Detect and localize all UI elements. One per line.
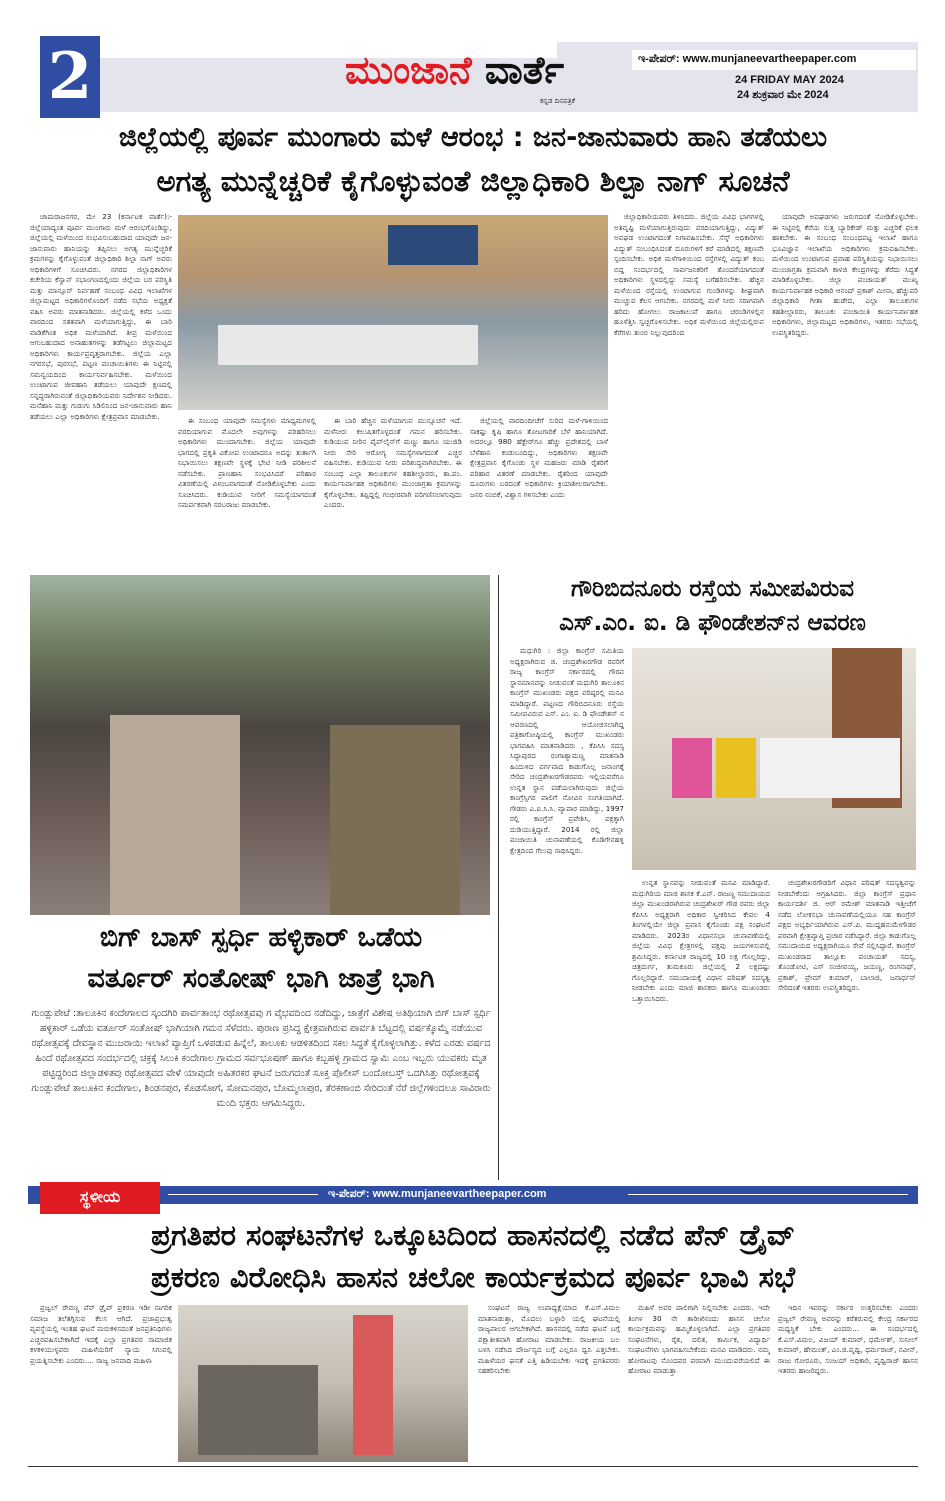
column-divider — [498, 575, 499, 1180]
story3-column-3 — [778, 878, 916, 1176]
pink-shirt-figure — [672, 738, 712, 798]
story3-column-2 — [632, 878, 770, 1176]
story4-column-4 — [778, 1303, 918, 1461]
story4-column-3 — [628, 1303, 770, 1461]
paragraph: ಚಂದ್ರಶೇಖರಗೌಡರಿಗೆ ವಿಧಾನ ಪರಿಷತ್ ಸದಸ್ಯತ್ವವನ್ನು ನೀಡಬೇಕೆಂದು ಆಗ್ರಹಿಸಿದರು. ಜಿಲ್ಲಾ ಕಾಂಗ್ರೆಸ್ ಪ್ರಧಾನ ಕಾರ್ಯದರ್ಶಿ ಜಿ. ಆರ್ ರಮೇಶ್ ಮಾತನಾಡಿ ಇತ್ತೀಚೆಗೆ ನಡೆದ ಲೋಕಸಭಾ ಚುನಾವಣೆಯಲ್ಲಿಯೂ ಸಹ ಕಾಂಗ್ರೆಸ್ ಪಕ್ಷದ ಅಭ್ಯರ್ಥಿಯಾಗಿರುವ ಎಸ್.ಪಿ. ಮುದ್ದಹನುಮೇಗೌಡರ ಪರವಾಗಿ ಕ್ಷೇತ್ರವ್ಯಾಪ್ತಿ ಪ್ರಚಾರ ನಡೆಸಿದ್ದಾರೆ. ಜಿಲ್ಲಾ ಕಾಡುಗೊಲ್ಲ ಸಮುದಾಯದ ಅಧ್ಯಕ್ಷರಾಗಿಯೂ ಸೇವೆ ಸಲ್ಲಿಸಿದ್ದಾರೆ. ಕಾಂಗ್ರೆಸ್ ಮುಖಂಡರಾದ ತಾಲ್ಲೂಕು ಪಂಚಾಯತ್ ಸದಸ್ಯ, ತೊಂಡೋಟಿ, ಎಸ್ ಸಂಜೀವಯ್ಯ, ಜಯಣ್ಣ, ರಂಗನಾಥ್, ಪ್ರಕಾಶ್, ಪ್ರೇಮ್ ಕುಮಾರ್, ಬಾಲಾಜಿ, ಜನಾರ್ಧನ್ ಸೇರಿದಂತೆ ಇತರರು ಉಪಸ್ಥಿತರಿದ್ದರು. — [778, 878, 916, 992]
story3-headline-2: ಎಸ್.ಎಂ. ಐ. ಡಿ ಫೌಂಡೇಶನ್‌ನ ಆವರಣ — [559, 610, 866, 636]
story1-photo-meeting — [178, 215, 608, 410]
seated-figures — [198, 1365, 318, 1455]
story2-headline-2: ವರ್ತೂರ್ ಸಂತೋಷ್ ಭಾಗಿ ಜಾತ್ರೆ ಭಾಗಿ — [87, 963, 435, 994]
bar-line — [168, 1194, 318, 1195]
meeting-table — [218, 325, 478, 365]
story2-headline-1: ಬಿಗ್ ಬಾಸ್ ಸ್ಪರ್ಧಿ ಹಳ್ಳಿಕಾರ್ ಒಡೆಯ — [99, 922, 423, 953]
newspaper-logo — [345, 48, 564, 93]
paragraph: ಚಾಮರಾಜನಗರ, ಮೇ 23 (ಕರ್ನಾಟಕ ವಾರ್ತೆ):- ಜಿಲ್ಲೆಯಾದ್ಯಂತ ಪೂರ್ವ ಮುಂಗಾರು ಮಳೆ ಆರಂಭಗೊಂಡಿದ್ದು, ಜಿಲ್ಲೆಯಲ್ಲಿ ಮಳೆಯಿಂದ ಸಂಭವಿಸುಬಹುದಾದ ಯಾವುದೇ ಜನ-ಜಾನುವಾರು ಹಾನಿಯನ್ನು ತಪ್ಪಿಸಲು ಅಗತ್ಯ ಮುನ್ನೆಚ್ಚರಿಕೆ ಕ್ರಮಗಳನ್ನು ಕೈಗೊಳ್ಳುವಂತೆ ಜಿಲ್ಲಾಧಿಕಾರಿ ಶಿಲ್ಪಾ ನಾಗ್ ಅವರು ಅಧಿಕಾರಿಗಳಿಗೆ ಸೂಚಿಸಿದರು. ನಗರದ ಜಿಲ್ಲಾಧಿಕಾರಿಗಳ ಕಚೇರಿಯ ಕೆಸ್ವಾನ್ ಸಭಾಂಗಣದಲ್ಲಿಂದು ಜಿಲ್ಲೆಯ ಬರ ಪರಿಸ್ಥಿತಿ ಮತ್ತು ಮಾನ್ಸೂನ್ ನಿರ್ವಹಣೆ ಸಂಬಂಧ ವಿವಿಧ ಇಲಾಖೆಗಳ ಜಿಲ್ಲಾಮಟ್ಟದ ಅಧಿಕಾರಿಗಳೊಂದಿಗೆ ನಡೆದ ಸಭೆಯ ಅಧ್ಯಕ್ಷತೆ ವಹಿಸಿ ಅವರು ಮಾತನಾಡಿದರು. ಜಿಲ್ಲೆಯಲ್ಲಿ ಕಳೆದ ಒಂದು ವಾರದಿಂದ ಸತತವಾಗಿ ಮಳೆಯಾಗುತ್ತಿದ್ದು, ಈ ಬಾರಿ ವಾಡಿಕೆಗಿಂತ ಅಧಿಕ ಮಳೆಯಾಗಿದೆ. ತೀವ್ರ ಮಳೆಯಿಂದ ಆಗುಬಹುದಾದ ಅನಾಹುತಗಳನ್ನು ತಡೆಗಟ್ಟಲು ಜಿಲ್ಲಾಮಟ್ಟದ ಅಧಿಕಾರಿಗಳು ಕಾರ್ಯಪ್ರವೃತ್ತರಾಗಬೇಕು. ಜಿಲ್ಲೆಯ ಎಲ್ಲಾ ನಗರಸಭೆ, ಪುರಸಭೆ, ಪಟ್ಟಣ ಪಂಚಾಯಿತಿಗಳು ಈ ನಿಟ್ಟಿನಲ್ಲಿ ಸಮನ್ವಯದಿಂದ ಕಾರ್ಯನಿರ್ವಹಿಸಬೇಕು. ಮಳೆಯಿಂದ ಉಂಟಾಗುವ ಜೀವಹಾನಿ ತಡೆಯಲು ಯಾವುದೇ ಕ್ಷಣದಲ್ಲಿ ಸನ್ನದ್ಧರಾಗಿರುವಂತೆ ಜಿಲ್ಲಾಧಿಕಾರಿಯವರು ನಿರ್ದೇಶನ ನೀಡಿದರು. ಮನೆಹಾನಿ ಮತ್ತು ಗುಡುಗು ಸಿಡಿಲಿನಿಂದ ಜನ-ಜಾನುವಾರು ಹಾನಿ ತಡೆಯಲು ಎಲ್ಲಾ ಅಧಿಕಾರಿಗಳು ಕ್ಷೇತ್ರಪ್ರವಾಸ ಮಾಡಬೇಕು. — [30, 212, 172, 421]
story1-column-3 — [324, 416, 462, 556]
police-officer-figure — [330, 725, 460, 915]
paragraph: ಜಿಲ್ಲೆಯಲ್ಲಿ ವಾರದಿಂದೀಚೆಗೆ ಸುರಿದ ಮಳೆ-ಗಾಳಿಯಿಂದ ಸಾಕಷ್ಟು ಕೃಷಿ ಹಾಗೂ ತೋಟಗಾರಿಕೆ ಬೆಳೆ ಹಾನಿಯಾಗಿದೆ. ಅದರಲ್ಲೂ 980 ಹೆಕ್ಟೇರ್‌ಗೂ ಹೆಚ್ಚು ಪ್ರದೇಶದಲ್ಲಿ ಬಾಳೆ ಬೆಳೆಹಾನಿ ಕಂಡುಬಂದಿದ್ದು, ಅಧಿಕಾರಿಗಳು ತಕ್ಷಣವೇ ಕ್ಷೇತ್ರಪ್ರವಾಸ ಕೈಗೊಂಡು ಸ್ಥಳ ಮಹಜರು ಮಾಡಿ ರೈತರಿಗೆ ಪರಿಹಾರ ವಿತರಣೆ ಮಾಡಬೇಕು. ರೈತರಿಂದ ಯಾವುದೇ ದೂರುಗಳು ಬರದಂತೆ ಅಧಿಕಾರಿಗಳು ಕ್ರಿಯಾಶೀಲರಾಗಬೇಕು. ಜನರ ನಂಬಿಕೆ, ವಿಶ್ವಾಸ ಗಳಿಸಬೇಕು ಎಂದು — [470, 416, 608, 499]
paragraph: ಸಂಘಟನೆ ರಾಜ್ಯ ಉಪಾಧ್ಯಕ್ಷೆಯಾದ ಕೆ.ಎಸ್.ವಿಮಲ ಮಾತನಾಡುತ್ತಾ, ಮೊದಲು ಬಳ್ಳಾರಿ ಯಲ್ಲಿ ಘಟನೆಯಲ್ಲಿ ರಾಜ್ಯಪಾಲರ ಆಗಬೇಕಾಗಿದೆ. ಹಾಸನದಲ್ಲಿ ನಡೆದ ಘಟನೆ ಬಗ್ಗೆ ಪಕ್ಷಾತೀತವಾಗಿ ಹೋರಾಟ ಮಾಡಬೇಕು. ರಾಜಕೀಯ ಬಲ ಬಳಸಿ ನಡೆಸಿದ ದೌರ್ಜನ್ಯದ ಬಗ್ಗೆ ಎಲ್ಲರೂ ಧ್ವನಿ ಎತ್ತಬೇಕು. ಮಹಿಳೆಯರ ಘನತೆ ಎತ್ತಿ ಹಿಡಿಯಬೇಕು ಇದಕ್ಕೆ ಪ್ರಗತಿಪರರು ಸಹಕರಿಸಬೇಕು — [478, 1303, 620, 1375]
white-shirt-figures — [760, 738, 900, 798]
section-tab-local: ಸ್ಥಳೀಯ — [40, 1182, 160, 1214]
paragraph: ಈ ಸಂಬಂಧ ಯಾವುದೇ ಸಮಸ್ಯೆಗಳು ಮಾಧ್ಯಮಗಳಲ್ಲಿ ವರದಿಯಾಗುವ ಮೊದಲೇ ಅವುಗಳನ್ನು ಪರಿಹರಿಸಲು ಅಧಿಕಾರಿಗಳು ಮುಂದಾಗಬೇಕು. ಜಿಲ್ಲೆಯ ಯಾವುದೇ ಭಾಗದಲ್ಲಿ ಪ್ರಕೃತಿ ವಿಕೋಪ ಉಂಟಾದರೂ ಅದನ್ನು ತುರ್ತಾಗಿ ನಿಭಾಯಿಸಲು ತಕ್ಷಣವೇ ಸ್ಥಳಕ್ಕೆ ಭೇಟಿ ನೀಡಿ ಪರಿಶೀಲನೆ ನಡೆಸಬೇಕು. ಪ್ರಾಣಹಾನಿ ಸಂಭವಿಸಿದರೆ ಪರಿಹಾರ ವಿತರಣೆಯಲ್ಲಿ ವಿಳಂಬವಾಗದಂತೆ ನೋಡಿಕೊಳ್ಳಬೇಕು ಎಂದು ಸೂಚಿಸಿದರು. ಕುಡಿಯುವ ನೀರಿಗೆ ಸಮಸ್ಯೆಯಾಗದಂತೆ ಸಮರ್ಪಕವಾಗಿ ಸರಬರಾಜು ಮಾಡಬೇಕು. — [178, 416, 316, 509]
page-bottom-rule — [28, 1466, 918, 1467]
story1-column-4 — [470, 416, 608, 556]
paragraph: ಇದಿನ ಇವರನ್ನು ಸರ್ಕಾರ ಉತ್ತರಿಸಬೇಕು ಎಂದರು ಪ್ರಜ್ವಲ್ ರೇವಣ್ಣ ಅವರನ್ನು ಕರೆತರುವಲ್ಲಿ ಕೇಂದ್ರ ಸರ್ಕಾರದ ಮಧ್ಯಸ್ಥಿಕೆ ಬೇಕು ಎಂದರು... ಈ ಸಂದರ್ಭದಲ್ಲಿ ಕೆ.ಎಸ್.ವಿಮಲ, ವಿಜಯ್ ಕುಮಾರ್, ಧರ್ಮೇಶ್, ಸುನೀಲ್ ಕುಮಾರ್, ಹೇಮಂತ್, ಎಂ.ಜಿ.ಪೃಥ್ವಿ, ಧರ್ಮರಾಜ್, ನವೀನ್, ರಾಜು ಗೋರೂರು, ಸಂಜಯ್ ಅಧಿಕಾರಿ, ಪೃಥ್ವಿರಾಜ್ ಹಾಸನ ಇತರರು ಹಾಜರಿದ್ದರು. — [778, 1303, 918, 1375]
story3-photo-group — [632, 648, 916, 870]
paragraph: ಈ ಬಾರಿ ಹೆಚ್ಚಿನ ಮಳೆಯಾಗುವ ಮುನ್ಸೂಚನೆ ಇದೆ. ಮಳೆನೀರು ಕಲುಷಿತಗೊಳ್ಳದಂತೆ ಗಮನ ಹರಿಸಬೇಕು. ಕುಡಿಯುವ ನೀರಿನ ಪೈಪ್‌ಲೈನ್‌ಗೆ ಮಣ್ಣು ಹಾಗೂ ಯುಜಿಡಿ ನೀರು ಸೇರಿ ಆರೋಗ್ಯ ಸಮಸ್ಯೆಗಳಾಗದಂತೆ ಎಚ್ಚರ ವಹಿಸಬೇಕು. ಕುಡಿಯುವ ನೀರು ಪರಿಶುದ್ಧವಾಗಿರಬೇಕು. ಈ ಸಂಬಂಧ ಎಲ್ಲಾ ತಾಲೂಕುಗಳ ತಹಶೀಲ್ದಾರರು, ತಾ.ಪಂ. ಕಾರ್ಯನಿರ್ವಾಹಕ ಅಧಿಕಾರಿಗಳು ಮುಂಜಾಗ್ರತಾ ಕ್ರಮಗಳನ್ನು ಕೈಗೊಳ್ಳಬೇಕು. ತಪ್ಪಿದ್ದಲ್ಲಿ ಗಂಭೀರವಾಗಿ ಪರಿಗಣಿಸಲಾಗುವುದು ಎಂದರು. — [324, 416, 462, 509]
story3-headline-1: ಗೌರಿಬಿದನೂರು ರಸ್ತೆಯ ಸಮೀಪವಿರುವ — [571, 576, 854, 602]
date-kannada: 24 ಶುಕ್ರವಾರ ಮೇ 2024 — [737, 89, 829, 101]
story1-headline-2: ಅಗತ್ಯ ಮುನ್ನೆಚ್ಚರಿಕೆ ಕೈಗೊಳ್ಳುವಂತೆ ಜಿಲ್ಲಾಧಿಕಾರಿ ಶಿಲ್ಪಾ ನಾಗ್ ಸೂಚನೆ — [156, 164, 790, 198]
story2-photo-jatre — [30, 575, 490, 915]
paragraph: ಯಾವುದೇ ಅವಘಡಗಳು ಜರುಗದಂತೆ ನೋಡಿಕೊಳ್ಳಬೇಕು. ಈ ನಿಟ್ಟಿನಲ್ಲಿ ಕೆರೆಯ ಸುತ್ತ ಬ್ಯಾರಿಕೇಡ್ ಮತ್ತು ಎಚ್ಚರಿಕೆ ಫಲಕ ಹಾಕಬೇಕು. ಈ ಸಂಬಂಧ ಸಂಬಂಧಪಟ್ಟ ಇಲಾಖೆ ಹಾಗೂ ಭೂವಿಜ್ಞಾನ ಇಲಾಖೆಯ ಅಧಿಕಾರಿಗಳು ಕ್ರಮವಹಿಸಬೇಕು. ಮಳೆಯಿಂದ ಉಂಟಾಗುವ ಪ್ರವಾಹ ಪರಿಸ್ಥಿತಿಯನ್ನು ನಿಭಾಯಿಸಲು ಮುಂಜಾಗ್ರತಾ ಕ್ರಮವಾಗಿ ಕಾಳಜಿ ಕೇಂದ್ರಗಳನ್ನು ತೆರೆದು ಸಿದ್ಧತೆ ಮಾಡಿಕೊಳ್ಳಬೇಕು. ಜಿಲ್ಲಾ ಪಂಚಾಯತ್ ಮುಖ್ಯ ಕಾರ್ಯನಿರ್ವಾಹಕ ಅಧಿಕಾರಿ ಆನಂದ್ ಪ್ರಕಾಶ್ ಮೀನಾ, ಹೆಚ್ಚುವರಿ ಜಿಲ್ಲಾಧಿಕಾರಿ ಗೀತಾ ಹುಡೇದ, ಎಲ್ಲಾ ತಾಲೂಕುಗಳ ತಹಶೀಲ್ದಾರರು, ತಾಲೂಕು ಪಂಚಾಯಿತಿ ಕಾರ್ಯನಿರ್ವಾಹಕ ಅಧಿಕಾರಿಗಳು, ಜಿಲ್ಲಾಮಟ್ಟದ ಅಧಿಕಾರಿಗಳು, ಇತರರು ಸಭೆಯಲ್ಲಿ ಉಪಸ್ಥಿತರಿದ್ದರು. — [772, 212, 918, 337]
story2-body — [30, 1006, 492, 1176]
paragraph: ಮಧುಗಿರಿ : ಜಿಲ್ಲಾ ಕಾಂಗ್ರೆಸ್ ಸಮಿತಿಯ ಅಧ್ಯಕ್ಷರಾಗಿರುವ ಜಿ. ಚಂದ್ರಶೇಖರಗೌಡ ರವರಿಗೆ ರಾಜ್ಯ ಕಾಂಗ್ರೆಸ್ ಸರ್ಕಾರದಲ್ಲಿ ಗೌರವ ಸ್ಥಾನಮಾನವನ್ನು ನೀಡುವಂತೆ ಮಧುಗಿರಿ ತಾಲೂಕಿನ ಕಾಂಗ್ರೆಸ್ ಮುಖಂಡರು ಪಕ್ಷದ ವರಿಷ್ಠರಲ್ಲಿ ಮನವಿ ಮಾಡಿದ್ದಾರೆ. ಪಟ್ಟಣದ ಗೌರಿಬಿದನೂರು ರಸ್ತೆಯ ಸಮೀಪವಿರುವ ಎಸ್. ಎಂ. ಐ. ಡಿ ಫೌಂಡೇಶನ್ ನ ಆವರಣದಲ್ಲಿ ಆಯೋಜಿಸಲಾಗಿದ್ದ ಪತ್ರಿಕಾಗೋಷ್ಠಿಯಲ್ಲಿ ಕಾಂಗ್ರೆಸ್ ಮುಖಂಡರು ಭಾಗವಹಿಸಿ ಮಾತನಾಡಿದರು , ಕೆಪಿಸಿಸಿ ಸದಸ್ಯ ಸಿದ್ದಾಪುರದ ರಂಗಾಶ್ಯಾಮಣ್ಣ ಮಾತನಾಡಿ ಹಿಂದುಳಿದ ವರ್ಗವಾದ ಕಾಡುಗೊಲ್ಲ ಜನಾಂಗಕ್ಕೆ ಸೇರಿದ ಚಂದ್ರಶೇಖರಗೌಡರವರು ಇಲ್ಲಿಯವರೆಗೂ ಉನ್ನತ ಸ್ಥಾನ ಪಡೆಯಲಾಗಿರುವುದು ಜಿಲ್ಲೆಯ ಕಾಂಗ್ರೆಸ್ಸಿಗರ ಪಾಲಿಗೆ ನೋವಿನ ಸಂಗತಿಯಾಗಿದೆ. ಗೌಡರು ಎ.ಐ.ಸಿ.ಸಿ. ವ್ಯಾಪಾರ ಮಾಡಿದ್ದು, 1997 ರಲ್ಲಿ ಕಾಂಗ್ರೆಸ್ ಪ್ರವೇಶಿಸಿ, ಪಕ್ಷಕ್ಕಾಗಿ ದುಡಿಯುತ್ತಿದ್ದಾರೆ. 2014 ರಲ್ಲಿ ಜಿಲ್ಲಾ ಪಂಚಾಯಿತಿ ಚುನಾವಣೆಯಲ್ಲಿ ಕೊಡಿಗೇನಹಳ್ಳಿ ಕ್ಷೇತ್ರದಿಂದ ಗೆಲುವು ಸಾಧಿಸಿದ್ದರು. — [510, 646, 624, 855]
speaker-figure — [353, 1315, 393, 1455]
paragraph: ಪ್ರಜ್ವಲ್ ರೇವಣ್ಣ ಪೆನ್ ಡ್ರೈವ್ ಪ್ರಕರಣ ಇಡೀ ನಾಗರಿಕ ಸಮಾಜ ತಲೆತಗ್ಗಿಸುವ ಕೆಲಸ ಆಗಿದೆ. ಪ್ರಜಾಪ್ರಭುತ್ವ ವ್ಯವಸ್ಥೆಯಲ್ಲಿ ಇಂತಹ ಘಟನೆ ಮರುಕಳಿಸದಂತೆ ಜನಪ್ರತಿನಿಧಿಗಳು ಎಚ್ಚರವಹಿಸಬೇಕಾಗಿದೆ ಇದಕ್ಕೆ ಎಲ್ಲಾ ಪ್ರಗತಿಪರ ಸಾಮಾಜಿಕ ಕಳಕಳಿಯುಳ್ಳವರು ಮಹಿಳೆಯರಿಗೆ ನ್ಯಾಯ ಸಿಗುವಲ್ಲಿ ಪ್ರಯತ್ನಿಸಬೇಕು ಎಂದರು.... ರಾಜ್ಯ ಜನವಾದಿ ಮಹಿಳಾ — [30, 1303, 172, 1365]
story4-column-2 — [478, 1303, 620, 1461]
story3-column-1 — [510, 646, 624, 1176]
epaper-link[interactable]: ಇ-ಪೇಪರ್: www.munjaneevartheepaper.com — [632, 50, 916, 70]
logo-tagline: ಕನ್ನಡ ದಿನಪತ್ರಿಕೆ — [540, 97, 576, 105]
paragraph: ಮಹಿಳೆ ಅವರ ಪಾಲಿಗಾಗಿ ನಿಲ್ಲಿಸಬೇಕು ಎಂದರು. ಇದೇ ತಿಂಗಳ 30 ನೇ ತಾರೀಖಿನಂದು ಹಾಸನ ಚಲೋ ಕಾರ್ಯಕ್ರಮವನ್ನು ಹಮ್ಮಿಕೊಳ್ಳಲಾಗಿದೆ. ಎಲ್ಲಾ ಪ್ರಗತಿಪರ ಸಂಘಟನೆಗಳು, ರೈತ, ದಲಿತ, ಕಾರ್ಮಿಕ, ವಿದ್ಯಾರ್ಥಿ ಸಂಘಟನೆಗಳು ಭಾಗವಹಿಸಬೇಕೆಂದು ಮನವಿ ಮಾಡಿದರು. ನಮ್ಮ ಹೋರಾಟವು ನೊಂದವರ ಪರವಾಗಿ ಮುಂದುವರೆಯಲಿದೆ ಈ ಹೋರಾಟ ಮಾಡುತ್ತಾ — [628, 1303, 770, 1375]
story4-headline-1: ಪ್ರಗತಿಪರ ಸಂಘಟನೆಗಳ ಒಕ್ಕೂಟದಿಂದ ಹಾಸನದಲ್ಲಿ ನಡೆದ ಪೆನ್ ಡ್ರೈವ್ — [151, 1218, 795, 1252]
paragraph: ಉನ್ನತ ಸ್ಥಾನವನ್ನು ನೀಡುವಂತೆ ಮನವಿ ಮಾಡಿದ್ದಾರೆ. ಮಧುಗಿರಿಯ ಮಾಜಿ ಶಾಸಕ ಕೆ.ಎನ್. ರಾಜಣ್ಣ ಸಮುದಾಯದ ಜಿಲ್ಲಾ ಮುಖಂಡರಾಗಿರುವ ಚಂದ್ರಶೇಖರ್ ಗೌಡ ರವರು ಜಿಲ್ಲಾ ಕೆಪಿಸಿಸಿ ಅಧ್ಯಕ್ಷರಾಗಿ ಅಧಿಕಾರ ಸ್ವೀಕರಿಸಿದ ಕೇವಲ 4 ತಿಂಗಳಲ್ಲಿಯೇ ಜಿಲ್ಲಾ ಪ್ರವಾಸ ಕೈಗೊಂಡು ಪಕ್ಷ ಸಂಘಟನೆ ಮಾಡಿದರು. 2023ರ ವಿಧಾನಸಭಾ ಚುನಾವಣೆಯಲ್ಲಿ ಜಿಲ್ಲೆಯ ವಿವಿಧ ಕ್ಷೇತ್ರಗಳಲ್ಲಿ ಪಕ್ಷವು ಜಯಗಳಿಸುವಲ್ಲಿ ಶ್ರಮಿಸಿದ್ದರು. ಕರ್ನಾಟಕ ರಾಜ್ಯದಲ್ಲಿ 10 ಲಕ್ಷ ಗೊಲ್ಲರಿದ್ದು, ಚಿತ್ರದುರ್ಗ, ತುಮಕೂರು ಜಿಲ್ಲೆಯಲ್ಲಿ 2 ಲಕ್ಷದಷ್ಟು ಗೊಲ್ಲರಿದ್ದಾರೆ. ಸಮುದಾಯಕ್ಕೆ ವಿಧಾನ ಪರಿಷತ್ ಸದಸ್ಯತ್ವ ನೀಡಬೇಕು ಎಂದು ಮಾಜಿ ಶಾಸಕರು ಹಾಗೂ ಮುಖಂಡರು ಒತ್ತಾಯಿಸಿದರು. — [632, 878, 770, 1003]
date-english: 24 FRIDAY MAY 2024 — [735, 74, 844, 86]
logo-part1: ಮುಂಜಾನೆ — [345, 48, 472, 92]
section-bar — [28, 1186, 918, 1204]
yellow-shirt-figure — [716, 738, 756, 798]
paragraph: ಗುಂಡ್ಲುಪೇಟೆ :ತಾಲೂಕಿನ ಕಂದೇಗಾಲದ ಸ್ಕಂದಗಿರಿ ಪಾರ್ವತಾಂಭ ರಥೋತ್ಸವವು ಗ ವೈಭವದಿಂದ ನಡೆದಿದ್ದು, ಜಾತ್ರೆಗೆ ವಿಶೇಷ ಅತಿಥಿಯಾಗಿ ಬಿಗ್ ಬಾಸ್ ಸ್ಪರ್ಧಿ ಹಳ್ಳಿಕಾರ್ ಒಡೆಯ ವರ್ತೂರ್ ಸಂತೋಷ್ ಭಾಗಿಯಾಗಿ ಗಮನ ಸೆಳೆದರು. ಪುರಾಣ ಪ್ರಸಿದ್ಧ ಕ್ಷೇತ್ರವಾಗಿರುವ ಪಾರ್ವತಿ ಬೆಟ್ಟದಲ್ಲಿ ವರ್ಷಕ್ಕೊಮ್ಮೆ ನಡೆಯುವ ರಥೋತ್ಸವಕ್ಕೆ ದೇವಸ್ಥಾನ ಮುಜರಾಯಿ ಇಲಾಖೆ ವ್ಯಾಪ್ತಿಗೆ ಒಳಪಡುವ ಹಿನ್ನೆಲೆ, ತಾಲೂಕು ಆಡಳಿತದಿಂದ ಸಕಲ ಸಿದ್ಧತೆ ಕೈಗೊಳ್ಳಲಾಗಿತ್ತು. ಕಳೆದ ಎರಡು ವರ್ಷದ ಹಿಂದೆ ರಥೋತ್ಸವದ ಸಂದರ್ಭದಲ್ಲಿ ಚಕ್ರಕ್ಕೆ ಸಿಲುಕಿ ಕಂದೇಗಾಲ ಗ್ರಾಮದ ಸರ್ವಭೂಷಣ್ ಹಾಗೂ ಕಬ್ಬಹಳ್ಳಿ ಗ್ರಾಮದ ಸ್ವಾಮಿ ಎಂಬ ಇಬ್ಬರು ಯುವಕರು ಮೃತ ಪಟ್ಟಿದ್ದರಿಂದ ಜಿಲ್ಲಾಡಳಿತವು ರಥೋತ್ಸವದ ವೇಳೆ ಯಾವುದೇ ಅಹಿತರಕರ ಘಟನೆ ಜರುಗದಂತೆ ಸೂಕ್ತ ಪೊಲೀಸ್ ಬಂದೋಬಸ್ತ್ ಒದಗಿಸಿತ್ತು ರಥೋತ್ಸವಕ್ಕೆ ಗುಂಡ್ಲುಪೇಟೆ ತಾಲೂಕಿನ ಕಂದೇಗಾಲ, ಶಿಂಡನಪುರ, ಕೊಡಸೋಗೆ, ಸೋಮನಪುರ, ಬೊಮ್ಮಲಾಪುರ, ತೆರಕಣಾಂಬಿ ಸೇರಿದಂತೆ ನೆರೆ ಜಿಲ್ಲೆಗಳಿಂದಲೂ ಸಾವಿರಾರು ಮಂದಿ ಭಕ್ತರು ಆಗಮಿಸಿದ್ದರು. — [31, 1008, 491, 1109]
guest-figure — [110, 715, 240, 915]
story1-column-6 — [772, 212, 918, 557]
story1-headline-1: ಜಿಲ್ಲೆಯಲ್ಲಿ ಪೂರ್ವ ಮುಂಗಾರು ಮಳೆ ಆರಂಭ : ಜನ-ಜಾನುವಾರು ಹಾನಿ ತಡೆಯಲು — [118, 122, 828, 153]
bar-line — [628, 1194, 908, 1195]
story4-headline-2: ಪ್ರಕರಣ ವಿರೋಧಿಸಿ ಹಾಸನ ಚಲೋ ಕಾರ್ಯಕ್ರಮದ ಪೂರ್ವ ಭಾವಿ ಸಭೆ — [150, 1260, 796, 1294]
section-epaper-link[interactable]: ಇ-ಪೇಪರ್: www.munjaneevartheepaper.com — [328, 1188, 547, 1200]
story1-column-1 — [30, 212, 172, 557]
story4-photo-meeting — [178, 1305, 468, 1462]
paragraph: ಜಿಲ್ಲಾಧಿಕಾರಿಯವರು ತಿಳಿಸಿದರು. ಜಿಲ್ಲೆಯ ವಿವಿಧ ಭಾಗಗಳಲ್ಲಿ ಅತಿವೃಷ್ಟಿ ಮಳೆಯಾಗುತ್ತಿರುವುದು ವರದಿಯಾಗುತ್ತಿದ್ದು, ವಿದ್ಯುತ್ ಅವಘಡ ಉಂಟಾಗದಂತೆ ನಿಗಾವಹಿಸಬೇಕು. ಸೆಸ್ಕ್ ಅಧಿಕಾರಿಗಳು ವಿದ್ಯುತ್ ಸಂಬಂಧಿಸಿದಂತೆ ದೂರುಗಳಿಗೆ ಕರೆ ಮಾಡಿದಲ್ಲಿ ತಕ್ಷಣವೇ ಸ್ಪಂದಿಸಬೇಕು. ಅಧಿಕ ಮಳೆಗಾಳಿಯಿಂದ ರಸ್ತೆಗಳಲ್ಲಿ ವಿದ್ಯುತ್ ಕಂಬ ಬಿದ್ದ ಸಂದರ್ಭದಲ್ಲಿ ಸಾರ್ವಜನಿಕರಿಗೆ ತೊಂದರೆಯಾಗದಂತೆ ಅಧಿಕಾರಿಗಳು ಸ್ಥಳದಲ್ಲಿದ್ದು ಸಮಸ್ಯೆ ಬಗೆಹರಿಸಬೇಕು. ಹೆಚ್ಚಿನ ಮಳೆಯಿಂದ ರಸ್ತೆಯಲ್ಲಿ ಉಂಟಾಗುವ ಗುಂಡಿಗಳನ್ನು ಶೀಘ್ರವಾಗಿ ಮುಚ್ಚುವ ಕೆಲಸ ಆಗಬೇಕು. ನಗರದಲ್ಲಿ ಮಳೆ ನೀರು ಸರಾಗವಾಗಿ ಹರಿದು ಹೋಗಲು ರಾಜಕಾಲುವೆ ಹಾಗೂ ಚರಂಡಿಗಳಲ್ಲಿನ ಹೂಳೆತ್ತಿಸಿ ಸ್ವಚ್ಛಗೊಳಿಸಬೇಕು. ಅಧಿಕ ಮಳೆಯಿಂದ ಜಿಲ್ಲೆಯಲ್ಲಿರುವ ಕೆರೆಗಳು ತುಂಬಿ ನಿಲ್ಲುವುದರಿಂದ — [614, 212, 764, 337]
meeting-banner — [388, 225, 478, 265]
story4-column-1 — [30, 1303, 172, 1461]
story1-column-5 — [614, 212, 764, 557]
logo-part2: ವಾರ್ತೆ — [484, 48, 565, 92]
story1-column-2 — [178, 416, 316, 556]
page-number: 2 — [40, 36, 100, 118]
